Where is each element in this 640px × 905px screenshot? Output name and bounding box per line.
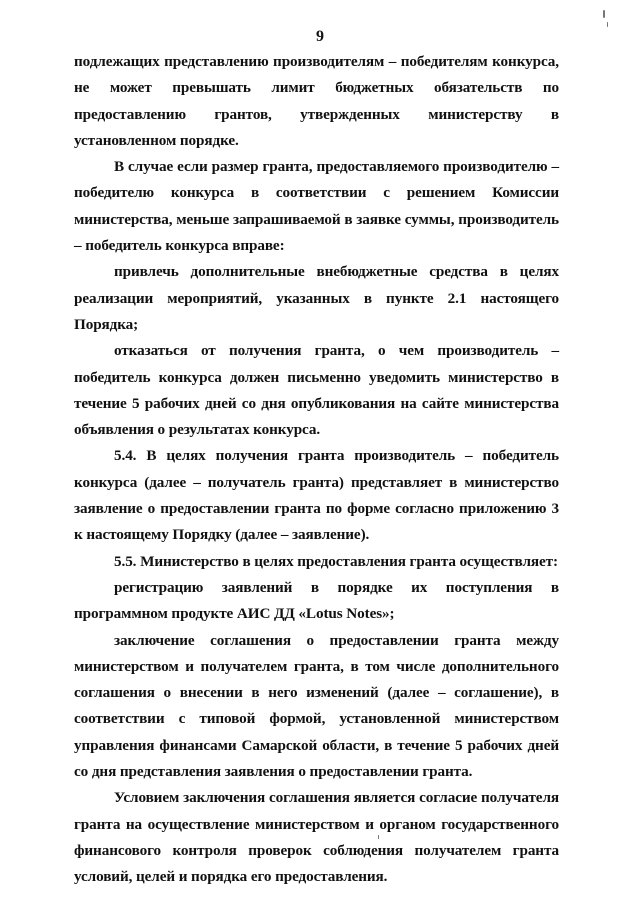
scan-speck	[607, 22, 608, 27]
paragraph-clause-5-4: 5.4. В целях получения гранта производитель – победитель конкурса (далее – получатель гранта) представляет в министерство заявление о предоставлении гранта по форме согласно приложению 3 к настоящему Порядку (далее – заявление).	[74, 447, 559, 544]
paragraph-grant-size-case: В случае если размер гранта, предоставляемого производителю – победителю конкурса в соответствии с решением Комиссии министерства, меньше запрашиваемой в заявке суммы, производитель – победитель конкурса вправе:	[74, 158, 559, 255]
paragraph-clause-5-5: 5.5. Министерство в целях предоставления гранта осуществляет:	[114, 552, 558, 570]
scan-speck	[378, 835, 379, 839]
paragraph-agreement: заключение соглашения о предоставлении гранта между министерством и получателем гранта, в том числе дополнительного соглашения о внесении в него изменений (далее – соглашение), в соответствии с типовой формой, установленной министерством управления финансами Самарской области, в течение 5 рабочих дней со дня представления заявления о предоставлении гранта.	[74, 631, 559, 781]
paragraph-option-attract-funds: привлечь дополнительные внебюджетные средства в целях реализации мероприятий, указанных в пункте 2.1 настоящего Порядка;	[74, 263, 559, 333]
page-number: 9	[316, 28, 324, 45]
document-body	[74, 49, 559, 891]
paragraph-option-refuse-grant: отказаться от получения гранта, о чем производитель – победитель конкурса должен письменно уведомить министерство в течение 5 рабочих дней со дня опубликования на сайте министерства объявления о результатах конкурса.	[74, 342, 559, 439]
paragraph-continuation: подлежащих представлению производителям – победителям конкурса, не может превышать лимит бюджетных обязательств по предоставлению грантов, утвержденных министерству в установленном порядке.	[74, 53, 559, 149]
paragraph-agreement-condition: Условием заключения соглашения является согласие получателя гранта на осуществление министерством и органом государственного финансового контроля проверок соблюдения получателем гранта условий, целей и порядка его предоставления.	[74, 789, 559, 886]
scan-speck	[603, 10, 605, 18]
paragraph-registration: регистрацию заявлений в порядке их поступления в программном продукте АИС ДД «Lotus Notes»;	[74, 578, 559, 623]
